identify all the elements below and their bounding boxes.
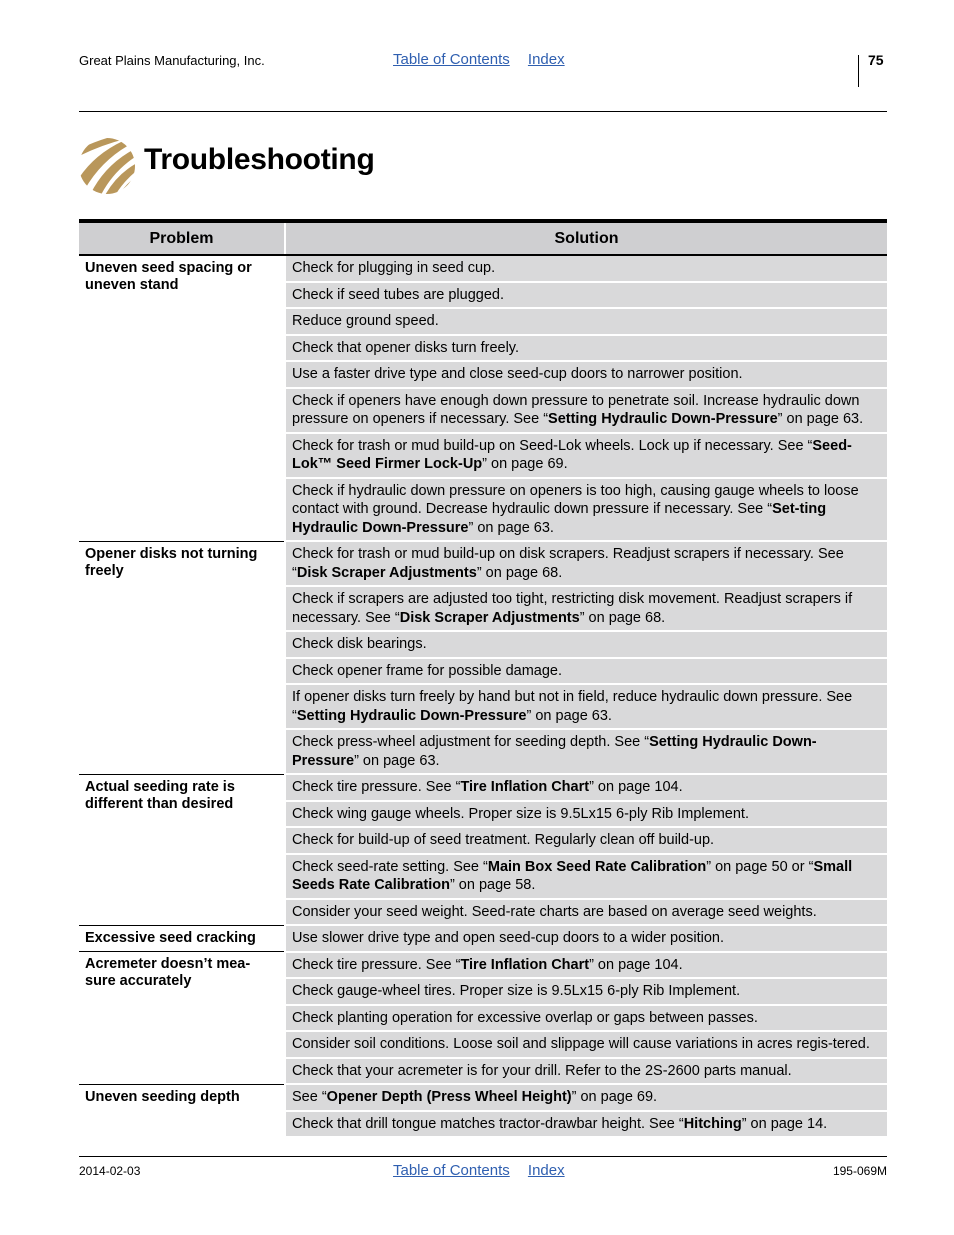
problem-column-header: Problem [79,221,285,255]
solution-text: Check tire pressure. See “ [292,779,461,795]
solution-text: Check press-wheel adjustment for seeding depth. See “ [292,734,650,750]
footer-toc-link[interactable]: Table of Contents [393,1162,510,1179]
footer-nav [393,1162,579,1179]
table-row [79,255,887,282]
table-row [79,541,887,586]
page-title: Troubleshooting [144,143,375,176]
solution-text: Check planting operation for excessive overlap or gaps between passes. [292,1009,758,1026]
solution-text: ” on page 63. [468,519,554,536]
solution-reference: Seed-Lok™ Seed Firmer Lock-Up [292,437,852,472]
page-number-divider [858,55,859,87]
solution-reference: Setting Hydraulic Down-Pressure [296,707,527,724]
solution-cell [285,255,887,282]
solution-reference: Setting Hydraulic Down-Pressure [548,411,778,427]
solution-text: Consider your seed weight. Seed-rate charts are based on average seed weights. [292,903,817,920]
solution-text: Check that your acremeter is for your drill. Refer to the 2S-2600 parts manual. [292,1062,792,1079]
solution-text: Check that drill tongue matches tractor-drawbar height. See “ [292,1115,684,1132]
solution-cell [285,541,887,586]
solution-text: Check gauge-wheel tires. Proper size is 9.5Lx15 6-ply Rib Implement. [292,983,741,999]
solution-reference: Tire Inflation Chart [460,779,590,795]
solution-reference: Hitching [683,1115,742,1132]
solution-cell [285,684,887,729]
solution-reference: Small Seeds Rate Calibration [292,858,853,893]
table-body [79,255,887,1137]
solution-text: ” on page 69. [571,1089,658,1105]
solution-text: Check if hydraulic down pressure on openers is too high, causing gauge wheels to loose contact with ground. Decrease hydraulic down pressure if necessary. See “ [292,482,859,517]
document-number: 195-069M [832,1164,887,1178]
solution-text: Use slower drive type and open seed-cup doors to a wider position. [292,930,725,946]
troubleshooting-table [79,219,887,1138]
solution-text: Check for trash or mud build-up on Seed-Lok wheels. Lock up if necessary. See “ [292,437,813,454]
footer-rule [79,1156,887,1157]
solution-reference: Disk Scraper Adjustments [296,564,477,581]
solution-reference: Set-ting Hydraulic Down-Pressure [292,501,827,536]
solution-cell [285,827,887,854]
solution-cell [285,801,887,828]
solution-cell [285,1058,887,1085]
solution-text: Check disk bearings. [292,636,427,652]
solution-text: ” on page 14. [741,1115,828,1132]
solution-cell [285,335,887,362]
problem-cell: Acremeter doesn’t mea-sure accurately [79,952,285,1085]
solution-cell [285,478,887,542]
solution-cell [285,854,887,899]
table-row [79,1084,887,1111]
solution-reference: Setting Hydraulic Down-Pressure [292,734,817,769]
solution-cell [285,282,887,309]
problem-cell: Actual seeding rate is different than desired [79,774,285,925]
solution-text: ” on page 63. [777,411,864,427]
solution-text: ” on page 69. [482,456,568,472]
solution-cell [285,774,887,801]
solution-cell [285,899,887,926]
table-row [79,925,887,952]
solution-reference: Main Box Seed Rate Calibration [487,858,707,875]
footer-date: 2014-02-03 [79,1164,141,1178]
solution-cell [285,925,887,952]
solution-cell [285,729,887,774]
solution-text: Check for build-up of seed treatment. Regularly clean off build-up. [292,832,715,848]
solution-text: ” on page 104. [589,956,683,973]
problem-cell: Uneven seeding depth [79,1084,285,1137]
table-header-row [79,221,887,255]
solution-text: Check if seed tubes are plugged. [292,286,504,303]
solution-cell [285,658,887,685]
header-rule [79,111,887,112]
solution-cell [285,388,887,433]
footer-index-link[interactable]: Index [527,1162,565,1179]
solution-cell [285,1005,887,1032]
solution-text: ” on page 50 or “ [706,858,814,875]
table-row [79,774,887,801]
solution-cell [285,1084,887,1111]
solution-cell [285,978,887,1005]
solution-text: Check for trash or mud build-up on disk scrapers. Readjust scrapers if necessary. See “ [292,546,844,581]
solution-text: ” on page 68. [579,609,666,626]
solution-text: ” on page 104. [589,779,683,795]
solution-text: Use a faster drive type and close seed-cup doors to narrower position. [292,366,743,382]
solution-reference: Opener Depth (Press Wheel Height) [326,1089,572,1105]
solution-text: Check seed-rate setting. See “ [292,858,488,875]
solution-cell [285,433,887,478]
solution-cell [285,361,887,388]
solution-text: ” on page 58. [449,877,536,893]
solution-text: Check tire pressure. See “ [292,956,461,973]
toc-link[interactable]: Table of Contents [393,51,510,68]
company-name: Great Plains Manufacturing, Inc. [79,53,265,68]
solution-text: Check that opener disks turn freely. [292,339,520,356]
solution-cell [285,1031,887,1058]
solution-text: ” on page 63. [354,752,440,769]
problem-cell: Opener disks not turning freely [79,541,285,774]
solution-text: See “ [292,1089,327,1105]
solution-cell [285,308,887,335]
header-nav [393,51,579,68]
solution-text: Reduce ground speed. [292,313,439,329]
solution-text: Check if openers have enough down pressure to penetrate soil. Increase hydraulic down pressure on openers if necessary. See “ [292,392,860,427]
solution-reference: Disk Scraper Adjustments [399,609,580,626]
solution-text: Check opener frame for possible damage. [292,662,563,679]
solution-reference: Tire Inflation Chart [460,956,590,973]
solution-text: Consider soil conditions. Loose soil and slippage will cause variations in acres regis-tered. [292,1036,870,1052]
solution-text: If opener disks turn freely by hand but not in field, reduce hydraulic down pressure. See “ [292,689,853,724]
solution-text: ” on page 63. [526,707,612,724]
great-plains-logo-icon [79,137,135,195]
solution-cell [285,631,887,658]
table-row [79,952,887,979]
problem-cell: Uneven seed spacing or uneven stand [79,255,285,541]
solution-cell [285,586,887,631]
solution-text: Check wing gauge wheels. Proper size is 9.5Lx15 6-ply Rib Implement. [292,805,749,822]
solution-column-header: Solution [285,221,887,255]
solution-text: Check for plugging in seed cup. [292,260,496,276]
solution-cell [285,1111,887,1138]
problem-cell: Excessive seed cracking [79,925,285,952]
solution-text: Check if scrapers are adjusted too tight, restricting disk movement. Readjust scrapers if necessary. See “ [292,591,853,626]
page-number: 75 [868,52,884,68]
index-link[interactable]: Index [527,51,565,68]
solution-cell [285,952,887,979]
solution-text: ” on page 68. [476,564,563,581]
